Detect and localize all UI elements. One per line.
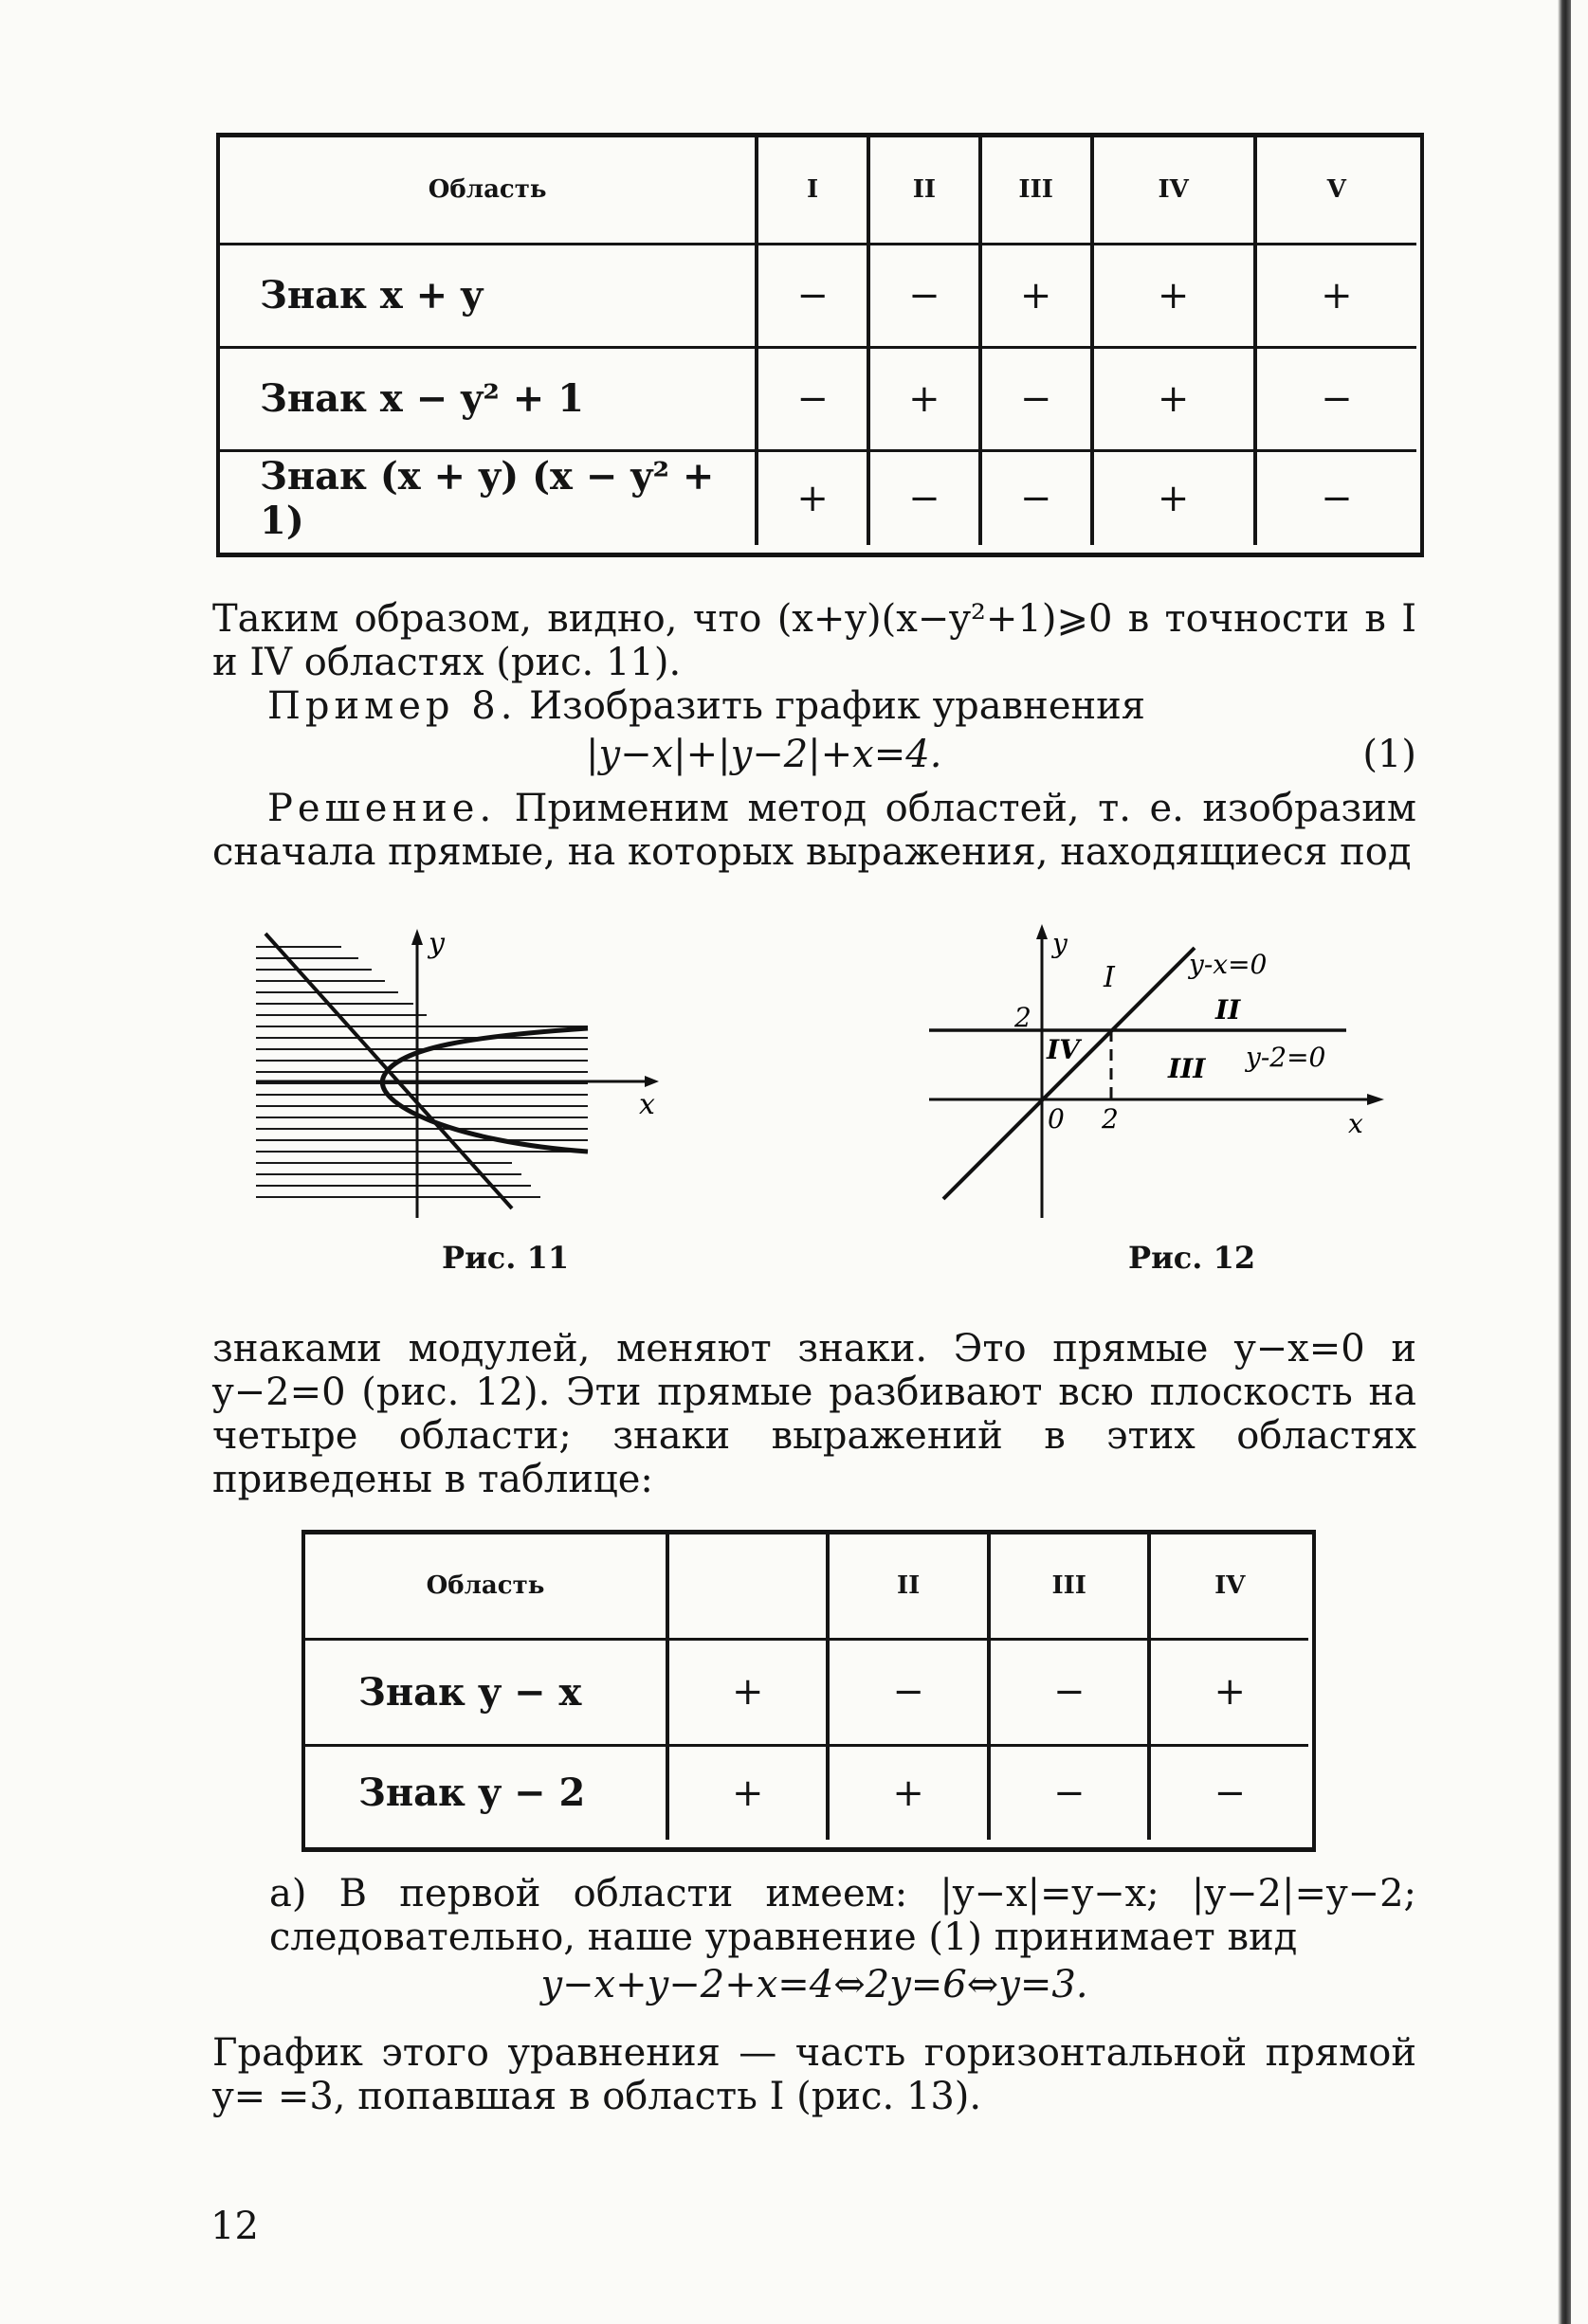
- table1-cell: −: [757, 347, 868, 450]
- table1-row1-label: Знак x + y: [220, 244, 757, 347]
- table2-cell: +: [828, 1745, 988, 1840]
- table2-cell: −: [989, 1745, 1150, 1840]
- table1-cell: −: [1255, 347, 1416, 450]
- table2-cell: −: [828, 1639, 988, 1745]
- figure-11: [228, 924, 721, 1237]
- table1-cell: −: [868, 244, 980, 347]
- text-block-1: [212, 597, 1416, 874]
- table1-cell: −: [980, 450, 1092, 545]
- text-block-2: [212, 1327, 1416, 1501]
- table2-header-1: [667, 1534, 828, 1639]
- solution-paragraph: [212, 787, 1416, 874]
- figure-11-caption: Рис. 11: [442, 1240, 570, 1276]
- fig12-region-II: II: [1215, 994, 1241, 1026]
- table1-cell: +: [1092, 450, 1255, 545]
- table1-cell: +: [980, 244, 1092, 347]
- table2-header-2: II: [828, 1534, 988, 1639]
- table1-cell: +: [1092, 347, 1255, 450]
- table1-row2-label: Знак x − y² + 1: [220, 347, 757, 450]
- table1-header-3: III: [980, 137, 1092, 244]
- table2-cell: −: [1149, 1745, 1308, 1840]
- table1-cell: −: [757, 244, 868, 347]
- example-label: Пример 8.: [267, 684, 518, 728]
- equation: |y−x|+|y−2|+x=4.: [586, 733, 942, 776]
- table2-row2-label: Знак y − 2: [358, 1770, 586, 1816]
- table2-header-4: IV: [1149, 1534, 1308, 1639]
- example-8: [212, 684, 1416, 728]
- fig12-axis-x-arrow: [1367, 1094, 1384, 1105]
- axis-x-arrow: [645, 1076, 659, 1087]
- table1: [220, 137, 1416, 545]
- table1-cell: −: [868, 450, 980, 545]
- fig12-axis-x-label: x: [1348, 1108, 1363, 1139]
- table1-header-4: IV: [1092, 137, 1255, 244]
- case-a-equation: y−x+y−2+x=4⇔2y=6⇔y=3.: [540, 1963, 1088, 2006]
- page-number: 12: [210, 2205, 259, 2248]
- table1-cell: +: [1255, 244, 1416, 347]
- fig12-line1-label: y-x=0: [1189, 949, 1268, 980]
- paragraph-graph: График этого уравнения — часть горизонтальной прямой y= =3, попавшая в область I (рис. 13).: [212, 2031, 1416, 2118]
- equation-number: (1): [1362, 733, 1416, 776]
- axis-y-arrow: [411, 929, 423, 945]
- case-a-paragraph: а) В первой области имеем: |y−x|=y−x; |y−2|=y−2; следовательно, наше уравнение (1) принимает вид: [269, 1872, 1416, 1959]
- page-edge-shadow: [1558, 0, 1571, 2324]
- figure-12-caption: Рис. 12: [1128, 1240, 1256, 1276]
- fig12-axis-y-label: y: [1052, 928, 1068, 959]
- fig12-tick-origin: 0: [1048, 1103, 1065, 1135]
- table2: [305, 1534, 1308, 1840]
- table1-row3-label: Знак (x + y) (x − y² + 1): [260, 453, 715, 543]
- table2-cell: +: [667, 1639, 828, 1745]
- paragraph-lines: знаками модулей, меняют знаки. Это прямые y−x=0 и y−2=0 (рис. 12). Эти прямые разбивают всю плоскость на четыре области; знаки выражений в этих областях приведены в таблице:: [212, 1327, 1416, 1501]
- table1-header-region: Область: [220, 137, 757, 244]
- fig12-axis-y-arrow: [1036, 924, 1048, 939]
- table2-cell: +: [1149, 1639, 1308, 1745]
- text-block-3: [212, 1872, 1416, 2118]
- fig12-tick-x-2: 2: [1102, 1103, 1119, 1135]
- fig12-tick-y-2: 2: [1014, 1002, 1031, 1033]
- table1-header-2: II: [868, 137, 980, 244]
- solution-label: Решение.: [267, 787, 497, 830]
- table2-header-3: III: [989, 1534, 1150, 1639]
- table1-cell: −: [1255, 450, 1416, 545]
- fig11-axis-y-label: y: [429, 927, 445, 960]
- fig12-region-III: III: [1168, 1053, 1206, 1084]
- fig12-region-I: I: [1104, 961, 1115, 994]
- table1-cell: −: [980, 347, 1092, 450]
- table2-cell: −: [989, 1639, 1150, 1745]
- table2-cell: +: [667, 1745, 828, 1840]
- example-text: Изобразить график уравнения: [529, 684, 1146, 728]
- table1-cell: +: [868, 347, 980, 450]
- fig12-region-IV: IV: [1047, 1034, 1080, 1065]
- table1-cell: +: [1092, 244, 1255, 347]
- equation-row: [212, 728, 1416, 781]
- paragraph-conclusion: Таким образом, видно, что (x+y)(x−y²+1)⩾0 в точности в I и IV областях (рис. 11).: [212, 597, 1416, 684]
- shading-lines: [256, 947, 588, 1197]
- fig12-line-y-minus-x: [943, 948, 1195, 1199]
- table2-row1-label: Знак y − x: [305, 1639, 667, 1745]
- figure-12: [920, 924, 1394, 1237]
- fig11-axis-x-label: x: [639, 1088, 655, 1121]
- table2-header-region: Область: [305, 1534, 667, 1639]
- parabola-curve: [382, 1028, 588, 1152]
- table1-header-5: V: [1255, 137, 1416, 244]
- table1-cell: +: [757, 450, 868, 545]
- solution-text: Применим метод областей, т. е. изобразим сначала прямые, на которых выражения, находящиеся под: [212, 787, 1417, 874]
- fig12-line2-label: y-2=0: [1246, 1042, 1326, 1073]
- table1-header-1: I: [757, 137, 868, 244]
